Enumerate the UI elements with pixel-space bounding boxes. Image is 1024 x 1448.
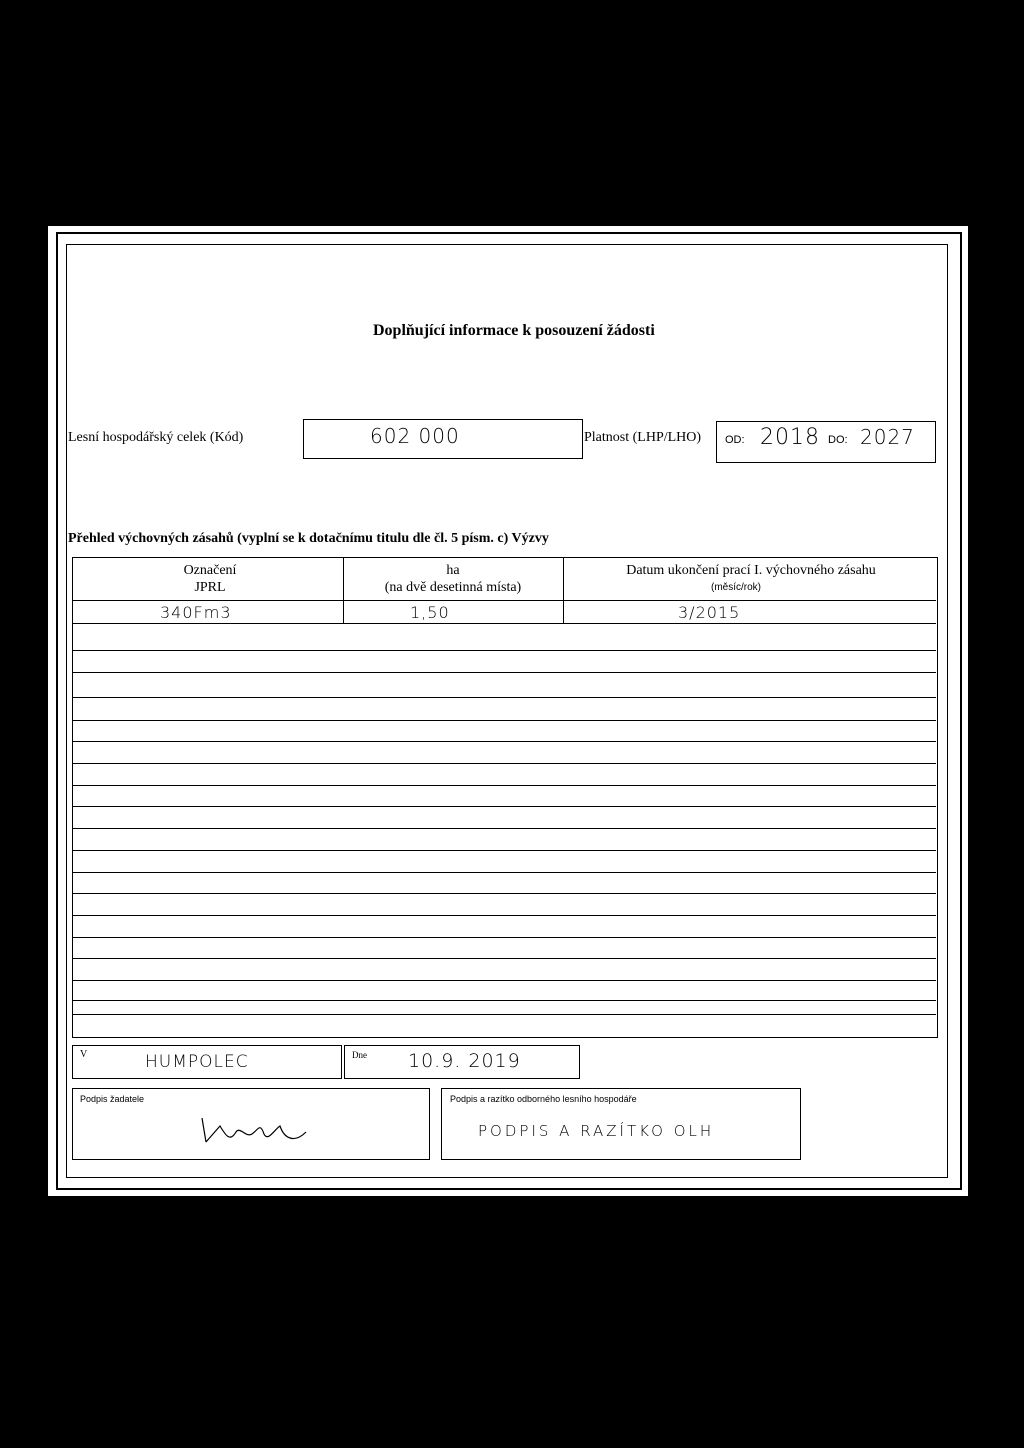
date-value: 10.9. 2019	[408, 1050, 521, 1072]
table-row-line	[73, 650, 936, 651]
place-label: V	[80, 1049, 88, 1060]
table-row-line	[73, 980, 936, 981]
col-header-ha-line2: (na dvě desetinná místa)	[384, 580, 522, 595]
validity-od-label: OD:	[725, 434, 745, 446]
col-header-jprl-line2: JPRL	[194, 580, 226, 595]
col-divider-2	[563, 558, 564, 623]
validity-do-label: DO:	[828, 434, 848, 446]
col-header-date-line1: Datum ukončení prací I. výchovného zásahu	[626, 563, 876, 578]
table-row-line	[73, 828, 936, 829]
table-row-line	[73, 958, 936, 959]
table-row-line	[73, 915, 936, 916]
lhc-value: 602 000	[370, 424, 460, 448]
table-row-line	[73, 806, 936, 807]
section-title: Přehled výchovných zásahů (vyplní se k dotačnímu titulu dle čl. 5 písm. c) Výzvy	[68, 531, 549, 546]
page-title: Doplňující informace k posouzení žádosti	[373, 322, 655, 339]
validity-do-value: 2027	[860, 425, 915, 449]
table-row-line	[73, 763, 936, 764]
jprl-table	[72, 557, 938, 1038]
table-row-line	[73, 697, 936, 698]
olh-signature-label: Podpis a razítko odborného lesního hospodáře	[450, 1094, 637, 1104]
table-cell-ha: 1,50	[410, 603, 450, 622]
table-row-line	[73, 623, 936, 624]
place-value: HUMPOLEC	[145, 1052, 249, 1072]
table-row-line	[73, 1000, 936, 1001]
olh-signature-value: PODPIS A RAZÍTKO OLH	[478, 1122, 715, 1140]
table-row-line	[73, 741, 936, 742]
date-label: Dne	[352, 1050, 367, 1060]
table-cell-jprl: 340Fm3	[160, 603, 232, 622]
table-row-line	[73, 672, 936, 673]
table-row-line	[73, 893, 936, 894]
col-header-ha-line1: ha	[446, 563, 460, 578]
col-header-jprl-line1: Označení	[183, 563, 237, 578]
lhc-label: Lesní hospodářský celek (Kód)	[68, 430, 244, 445]
table-row-line	[73, 850, 936, 851]
table-row-line	[73, 937, 936, 938]
table-row-line	[73, 872, 936, 873]
header-divider	[73, 600, 936, 601]
table-row-line	[73, 720, 936, 721]
validity-label: Platnost (LHP/LHO)	[584, 430, 702, 445]
validity-od-value: 2018	[760, 425, 820, 450]
applicant-signature-label: Podpis žadatele	[80, 1094, 145, 1104]
table-cell-date: 3/2015	[678, 603, 741, 622]
table-row-line	[73, 785, 936, 786]
handwritten-signature	[196, 1108, 316, 1154]
table-row-line	[73, 1014, 936, 1015]
col-header-date-line2: (měsíc/rok)	[711, 582, 761, 593]
